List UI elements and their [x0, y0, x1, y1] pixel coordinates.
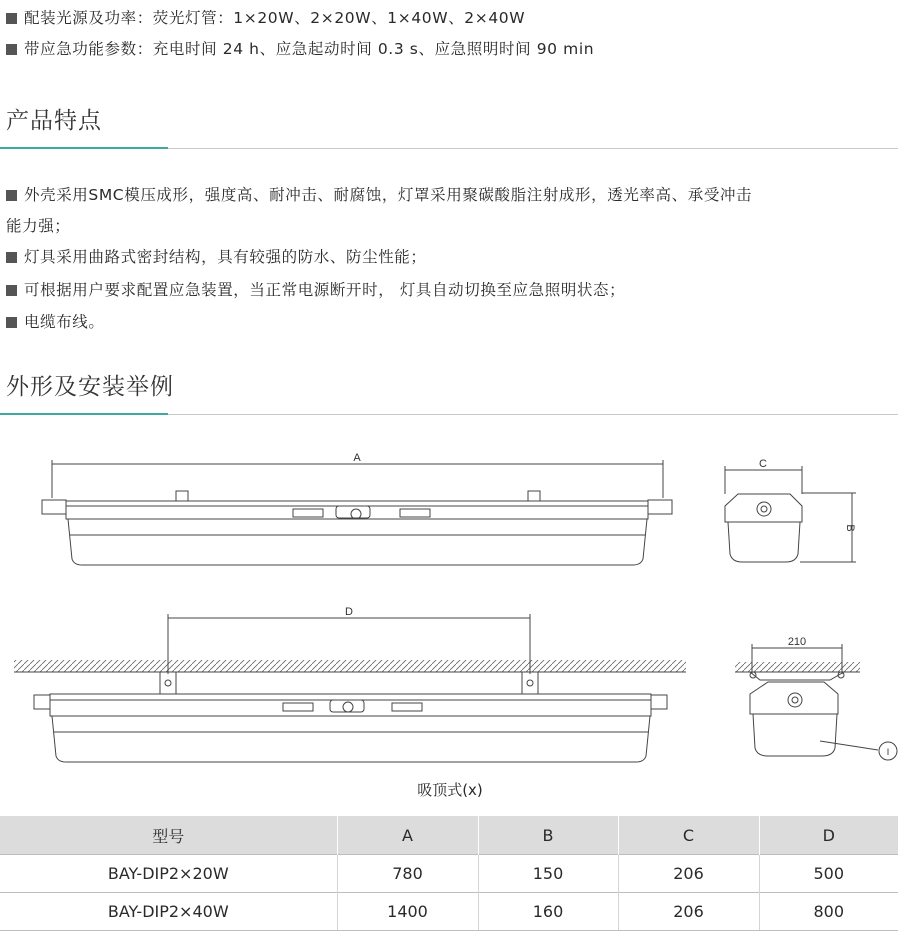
- header-d: D: [759, 816, 898, 855]
- table-header-row: [0, 816, 898, 855]
- cell-b: 150: [478, 855, 618, 893]
- features-divider: [0, 148, 898, 149]
- feature-item-sealing: 灯具采用曲路式密封结构，具有较强的防水、防尘性能；: [6, 245, 427, 267]
- feature-item-emergency: 可根据用户要求配置应急装置，当正常电源断开时， 灯具自动切换至应急照明状态；: [6, 278, 625, 300]
- table-row: [0, 893, 898, 931]
- cell-d: 500: [759, 855, 898, 893]
- cell-c: 206: [618, 855, 759, 893]
- square-bullet-icon: [6, 252, 17, 263]
- side-view-fixture: [725, 466, 856, 562]
- side-view-ceiling-mounted: [735, 644, 897, 760]
- cell-b: 160: [478, 893, 618, 931]
- features-heading: 产品特点: [6, 108, 102, 134]
- dim-label-a: A: [353, 452, 361, 464]
- callout-label: I: [886, 747, 890, 757]
- front-view-ceiling-mounted: [14, 614, 686, 762]
- feature-item-housing: 外壳采用SMC模压成形，强度高、耐冲击、耐腐蚀，灯罩采用聚碳酸脂注射成形，透光率高、承受冲击: [6, 183, 752, 205]
- dim-label-210: 210: [787, 636, 807, 648]
- front-view-fixture: [42, 460, 672, 565]
- dim-label-b: B: [844, 524, 856, 532]
- spec-line-power: 配装光源及功率：荧光灯管：1×20W、2×20W、1×40W、2×40W: [6, 6, 525, 28]
- installation-divider: [0, 414, 898, 415]
- feature-item-housing-cont: 能力强；: [6, 217, 71, 235]
- cell-c: 206: [618, 893, 759, 931]
- header-c: C: [618, 816, 759, 855]
- installation-heading: 外形及安装举例: [6, 374, 174, 400]
- square-bullet-icon: [6, 190, 17, 201]
- cell-a: 1400: [337, 893, 478, 931]
- square-bullet-icon: [6, 44, 17, 55]
- figure-caption: 吸顶式(x): [417, 781, 483, 799]
- square-bullet-icon: [6, 13, 17, 24]
- header-a: A: [337, 816, 478, 855]
- header-model: 型号: [0, 816, 337, 855]
- dim-label-c: C: [759, 458, 767, 470]
- technical-drawing: [0, 436, 900, 776]
- square-bullet-icon: [6, 285, 17, 296]
- cell-a: 780: [337, 855, 478, 893]
- cell-d: 800: [759, 893, 898, 931]
- cell-model: BAY-DIP2×20W: [0, 855, 337, 893]
- header-b: B: [478, 816, 618, 855]
- spec-table: [0, 816, 898, 931]
- cell-model: BAY-DIP2×40W: [0, 893, 337, 931]
- table-row: [0, 855, 898, 893]
- square-bullet-icon: [6, 317, 17, 328]
- dim-label-d: D: [345, 606, 353, 618]
- spec-line-emergency: 带应急功能参数：充电时间 24 h、应急起动时间 0.3 s、应急照明时间 90 min: [6, 37, 594, 59]
- feature-item-cabling: 电缆布线。: [6, 310, 105, 332]
